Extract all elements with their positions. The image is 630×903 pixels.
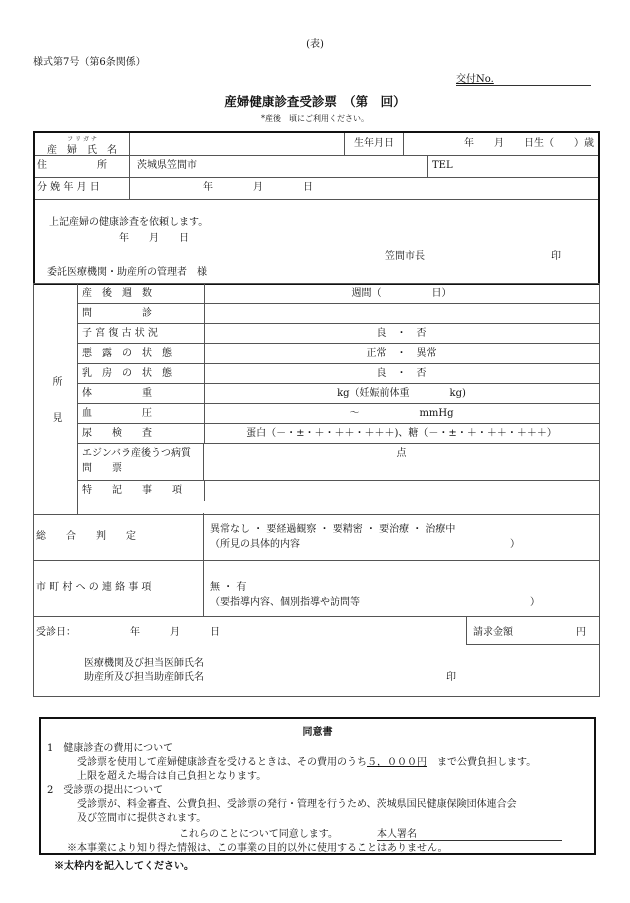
findings-row [78, 384, 599, 404]
findings-row-value[interactable]: 蛋白（－・±・＋・＋＋・＋＋＋)、糖（－・±・＋・＋＋・＋＋＋） [246, 428, 557, 439]
findings-row-value[interactable]: 良 ・ 否 [376, 368, 427, 379]
findings-row-label: エジンバラ産後うつ病質 問 票 [82, 444, 204, 480]
request-addressee: 委託医療機関・助産所の管理者 様 [47, 267, 207, 278]
findings-row-label: 悪 露 の 状 態 [82, 344, 205, 363]
judgment-section [33, 513, 600, 561]
issue-no[interactable] [456, 70, 591, 86]
consent-item2-text-b: 及び笠間市に提供されます。 [77, 813, 207, 824]
consent-item1-note: 上限を超えた場合は自己負担となります。 [77, 771, 267, 782]
dob-label: 生年月日 [344, 133, 404, 155]
mayor-name: 笠間市長 [385, 251, 425, 262]
footer-note: ※太枠内を記入してください。 [54, 861, 194, 872]
findings-row [78, 424, 599, 444]
billing-box[interactable] [466, 616, 600, 645]
subsidy-amount: ５，０００円 [367, 757, 427, 768]
delivery-field[interactable]: 年 月 日 [203, 182, 313, 193]
name-label: 産 婦 氏 名 [47, 145, 117, 156]
findings-row-label: 乳 房 の 状 態 [82, 364, 205, 383]
findings-row-label: 血 圧 [82, 404, 205, 423]
contact-section [33, 560, 600, 617]
consent-item2-heading: 2 受診票の提出について [47, 785, 164, 796]
mayor-seal: 印 [551, 251, 561, 262]
consent-item2-text: 受診票が、料金審査、公費負担、受診票の発行・管理を行うため、茨城県国民健康保険団体連合会 [77, 799, 517, 810]
tel-field[interactable] [427, 155, 598, 177]
findings-row [78, 364, 599, 384]
findings-row-value[interactable]: 点 [396, 448, 407, 459]
findings-row-value[interactable] [204, 304, 599, 323]
findings-row [78, 404, 599, 424]
consent-agree: これらのことについて同意します。 [179, 829, 338, 840]
findings-row-value[interactable]: kg（妊娠前体重 kg) [337, 388, 466, 399]
request-date[interactable]: 年 月 日 [119, 233, 189, 244]
findings-row-label: 産 後 週 数 [82, 284, 205, 303]
issue-no-label: 交付No. [456, 74, 494, 85]
findings-row [78, 304, 599, 324]
visit-date-label: 受診日： [36, 627, 76, 638]
address-label: 住 所 [37, 155, 130, 177]
consent-box [39, 717, 596, 855]
findings-row-value[interactable]: 週間（ 日） [351, 288, 452, 299]
findings-row-label: 問 診 [82, 304, 205, 323]
signature-label: 本人署名 [377, 829, 417, 840]
contact-label: 市 町 村 へ の 連 絡 事 項 [36, 560, 204, 616]
findings-row-label: 子 宮 復 古 状 況 [82, 324, 205, 343]
consent-title: 同意書 [302, 727, 333, 738]
request-text: 上記産婦の健康診査を依頼します。 [49, 217, 209, 228]
judgment-label: 総 合 判 定 [36, 513, 204, 560]
consent-item1-text: 受診票を使用して産婦健康診査を受けるときは、その費用のうち５，０００円 まで公費負担します。 [77, 757, 537, 768]
institution-label: 医療機関及び担当医師氏名 [84, 658, 204, 669]
billing-label: 請求金額 [473, 627, 513, 638]
form-number: 様式第7号（第6条関係） [33, 57, 146, 68]
findings-row-value[interactable] [204, 481, 599, 501]
midwife-label: 助産所及び担当助産師氏名 [84, 672, 204, 683]
tel-label: TEL [432, 160, 453, 171]
findings-row [78, 324, 599, 344]
visit-section [33, 616, 600, 697]
findings-group-label: 所 見 [34, 284, 78, 514]
judgment-options[interactable]: 異常なし ・ 要経過観察 ・ 要精密 ・ 要治療 ・ 治療中 [210, 524, 456, 535]
address-field[interactable]: 茨城県笠間市 [137, 160, 197, 171]
findings-row [78, 344, 599, 364]
findings-row-value[interactable]: 正常 ・ 異常 [366, 348, 437, 359]
findings-row [78, 444, 599, 481]
patient-block [33, 131, 600, 285]
dob-field[interactable]: 年 月 日生（ ）歳 [464, 138, 594, 149]
consent-item1-heading: 1 健康診査の費用について [47, 743, 174, 754]
billing-yen: 円 [576, 627, 586, 638]
institution-seal: 印 [446, 672, 456, 683]
findings-table [33, 283, 600, 515]
findings-row-label: 特 記 事 項 [82, 481, 205, 501]
furigana-label: フ リ ガ ナ [67, 136, 97, 143]
visit-date-field[interactable]: 年 月 日 [130, 627, 220, 638]
findings-row [78, 481, 599, 501]
findings-row-label: 尿 検 査 [82, 424, 205, 443]
findings-row-label: 体 重 [82, 384, 205, 403]
page-mark: (表) [306, 39, 324, 50]
name-label-cell [35, 133, 130, 155]
findings-row-value[interactable]: ～ mmHg [349, 408, 454, 419]
privacy-note: ※本事業により知り得た情報は、この事業の目的以外に使用することはありません。 [67, 843, 448, 854]
name-field[interactable] [130, 133, 344, 155]
usage-note: *産後 頃にご利用ください。 [261, 114, 369, 123]
form-title: 産婦健康診査受診票 （第 回） [224, 94, 406, 109]
contact-detail[interactable]: （要指導内容、個別指導や訪問等 ） [210, 597, 540, 608]
findings-row-value[interactable]: 良 ・ 否 [376, 328, 427, 339]
judgment-detail[interactable]: （所見の具体的内容 ） [210, 539, 520, 550]
findings-row [78, 284, 599, 304]
contact-options[interactable]: 無 ・ 有 [210, 582, 247, 593]
delivery-label: 分 娩 年 月 日 [37, 177, 130, 199]
